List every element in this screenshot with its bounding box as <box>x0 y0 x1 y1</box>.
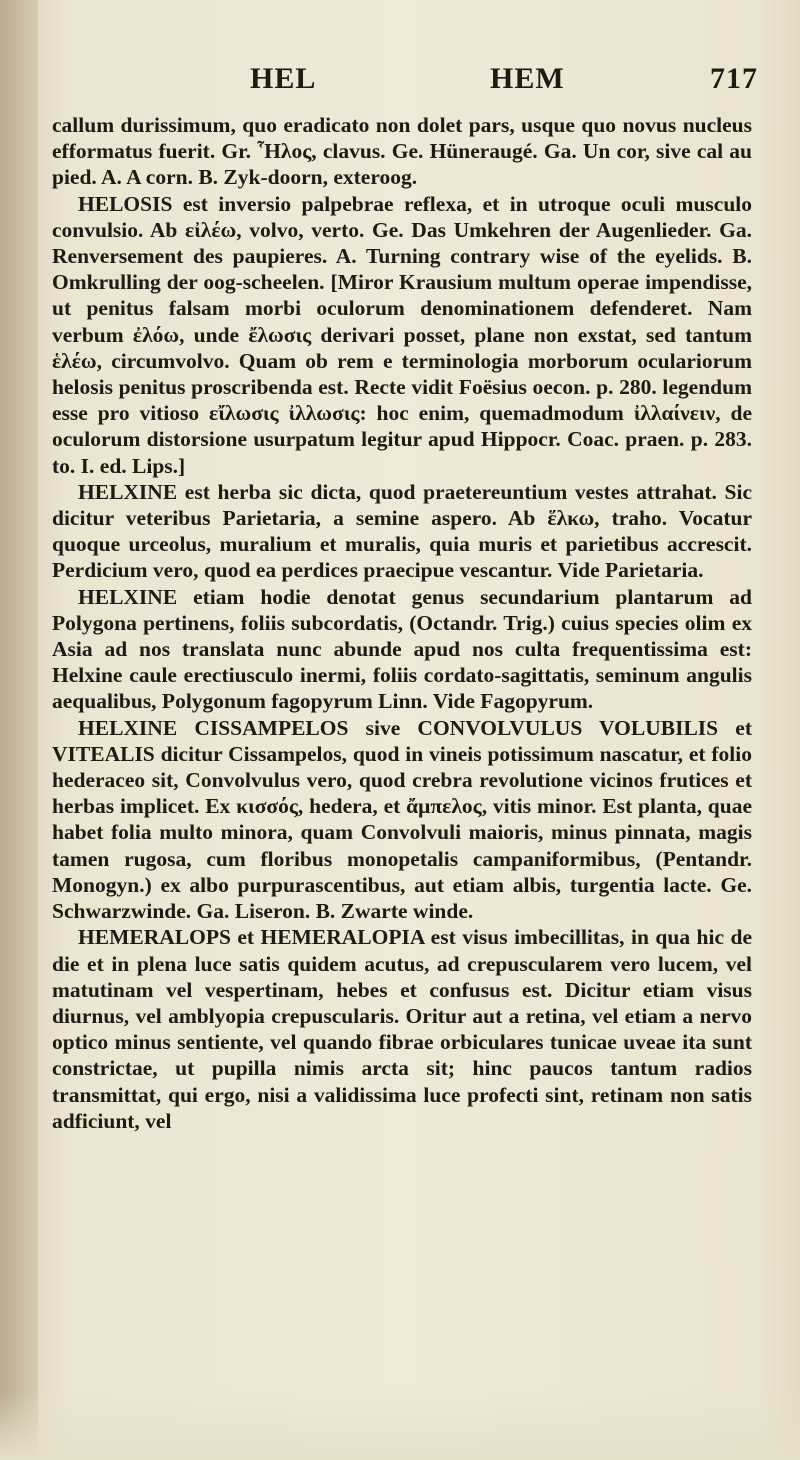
body-text <box>52 112 752 1134</box>
paragraph-helosis: HELOSIS est inversio palpebrae reflexa, et in utroque oculi musculo convulsio. Ab εἰλέω, volvo, verto. Ge. Das Umkehren der Augenlieder. Ga. Renversement des paupieres. A. Turning contrary wise of the eyelids. B. Omkrulling der oog-scheelen. [Miror Krausium multum operae impendisse, ut penitus falsam morbi oculorum denominationem defenderet. Nam verbum ἐλόω, unde ἔλωσις derivari posset, plane non exstat, sed tantum ἑλέω, circumvolvo. Quam ob rem e terminologia morborum oculariorum helosis penitus proscribenda est. Recte vidit Foësius oecon. p. 280. legendum esse pro vitioso εἴλωσις ἰλλωσις: hoc enim, quemadmodum ἰλλαίνειν, de oculorum distorsione usurpatum legitur apud Hippocr. Coac. praen. p. 283. to. I. ed. Lips.] <box>52 191 752 478</box>
paragraph-helxine-genus: HELXINE etiam hodie denotat genus secundarium plantarum ad Polygona pertinens, foliis subcordatis, (Octandr. Trig.) cuius species olim ex Asia ad nos translata nunc abunde apud nos culta frequentissima est: Helxine caule erectiusculo inermi, foliis cordato-sagittatis, seminum angulis aequalibus, Polygonum fagopyrum Linn. Vide Fagopyrum. <box>52 584 752 714</box>
paragraph-helxine: HELXINE est herba sic dicta, quod praetereuntium vestes attrahat. Sic dicitur veteribus Parietaria, a semine aspero. Ab ἕλκω, traho. Vocatur quoque urceolus, muralium et muralis, quia muris et parietibus accrescit. Perdicium vero, quod ea perdices praecipue vescantur. Vide Parietaria. <box>52 479 752 583</box>
paragraph-callum: callum durissimum, quo eradicato non dolet pars, usque quo novus nucleus efformatus fuerit. Gr. Ἧλος, clavus. Ge. Hüneraugé. Ga. Un cor, sive cal au pied. A. A corn. B. Zyk-doorn, exteroog. <box>52 113 752 190</box>
book-gutter <box>0 0 38 1460</box>
running-header <box>250 62 780 102</box>
page-number: 717 <box>710 62 758 95</box>
paragraph-helxine-cissampelos: HELXINE CISSAMPELOS sive CONVOLVULUS VOLUBILIS et VITEALIS dicitur Cissampelos, quod in vineis potissimum nascatur, et folio hederaceo sit, Convolvulus vero, quod crebra revolutione vicinos frutices et herbas implicet. Ex κισσός, hedera, et ἄμπελος, vitis minor. Est planta, quae habet folia multo minora, quam Convolvuli maioris, minus pinnata, magis tamen rugosa, cum floribus monopetalis campaniformibus, (Pentandr. Monogyn.) ex albo purpurascentibus, aut etiam albis, turgentia lacte. Ge. Schwarzwinde. Ga. Liseron. B. Zwarte winde. <box>52 715 752 924</box>
paragraph-hemeralops: HEMERALOPS et HEMERALOPIA est visus imbecillitas, in qua hic de die et in plena luce satis quidem acutus, ad crepuscularem vero lucem, vel matutinam vel vespertinam, hebes et confusus est. Dicitur etiam visus diurnus, vel amblyopia crepuscularis. Oritur aut a retina, vel etiam a nervo optico minus sentiente, vel quando fibrae orbiculares tunicae uveae ita sunt constrictae, ut pupilla nimis arcta sit; hinc paucos tantum radios transmittat, qui ergo, nisi a validissima luce profecti sint, retinam non satis adficiunt, vel <box>52 925 752 1133</box>
header-left-word: HEL <box>250 62 317 95</box>
header-right-word: HEM <box>490 62 565 95</box>
page-bottom-margin <box>0 1390 800 1460</box>
